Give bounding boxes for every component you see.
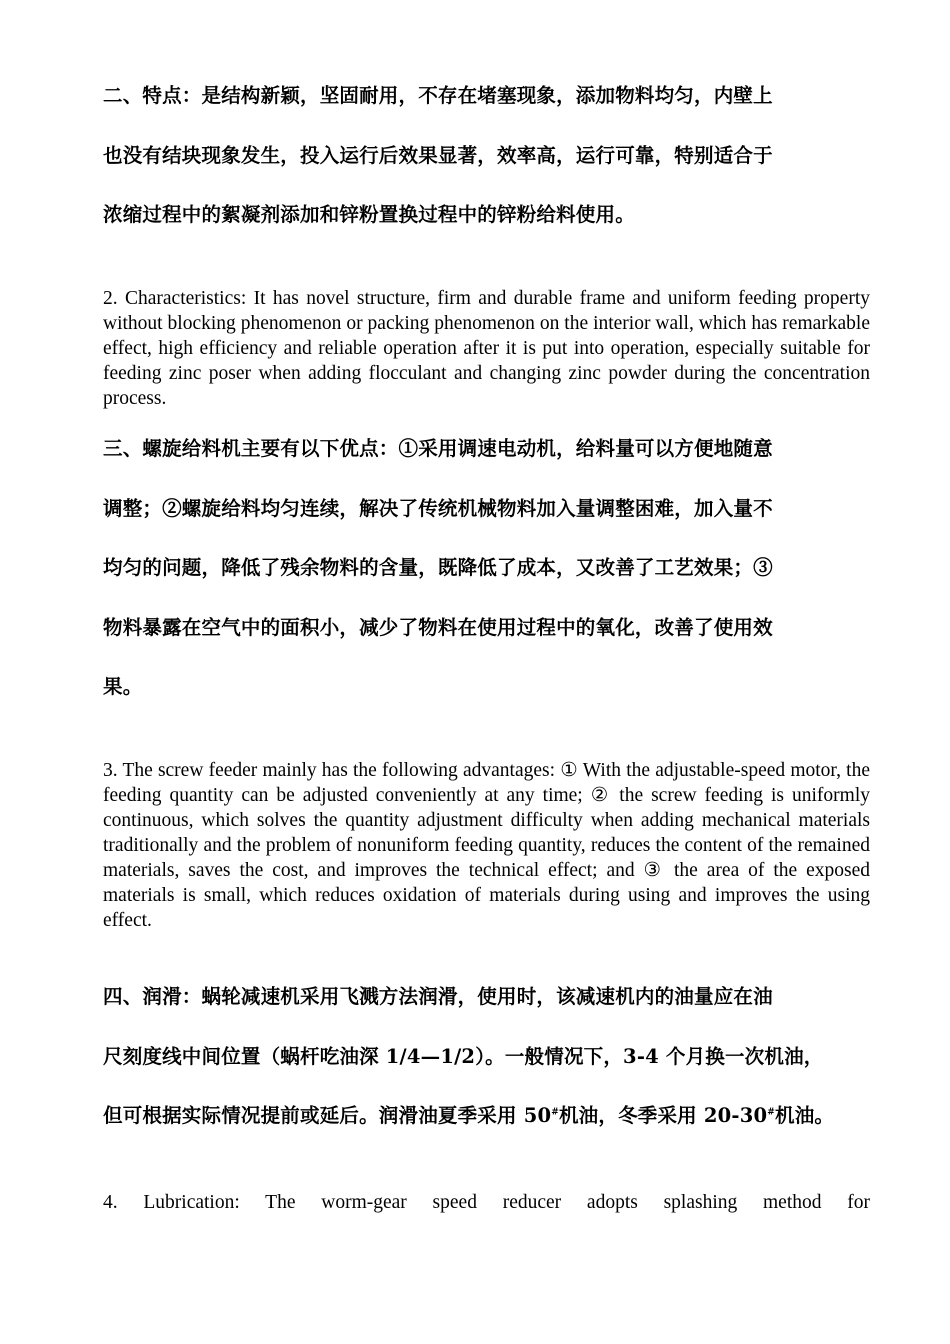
cn-line: 四、润滑：蜗轮减速机采用飞溅方法润滑，使用时，该减速机内的油量应在油 <box>103 985 773 1008</box>
cn-text: 机油。 <box>775 1104 835 1127</box>
cn-text: 但可根据实际情况提前或延后。润滑油夏季采用 50 <box>103 1104 552 1127</box>
superscript-mark: # <box>551 1107 559 1118</box>
cn-line: 尺刻度线中间位置（蜗杆吃油深 1/4—1/2）。一般情况下，3-4 个月换一次机油， <box>103 1044 824 1068</box>
cn-line: 三、螺旋给料机主要有以下优点：①采用调速电动机，给料量可以方便地随意 <box>103 437 773 460</box>
cn-line: 物料暴露在空气中的面积小，减少了物料在使用过程中的氧化，改善了使用效 <box>103 615 773 639</box>
en-section-lubrication: 4. Lubrication: The worm-gear speed reducer adopts splashing method for <box>103 1192 870 1213</box>
en-section-advantages: 3. The screw feeder mainly has the following advantages: ① With the adjustable-speed motor, the feeding quantity can be adjusted conveniently at any time; ② the screw feeding is uniformly continuous, which solves the quantity adjustment difficulty when adding mechanical materials traditionally and the problem of nonuniform feeding quantity, reduces the content of the remained materials, saves the cost, and improves the technical effect; and ③ the area of the exposed materials is small, which reduces oxidation of materials during using and improves the using effect. <box>103 760 870 931</box>
en-section-characteristics: 2. Characteristics: It has novel structure, firm and durable frame and uniform feeding property without blocking phenomenon or packing phenomenon on the interior wall, which has remarkable effect, high efficiency and reliable operation after it is put into operation, especially suitable for feeding zinc poser when adding flocculant and changing zinc powder during the concentration process. <box>103 288 870 409</box>
superscript-mark: # <box>767 1107 775 1118</box>
cn-section-characteristics <box>103 66 883 245</box>
cn-line: 均匀的问题，降低了残余物料的含量，既降低了成本，又改善了工艺效果；③ <box>103 556 773 579</box>
cn-text: 机油，冬季采用 20-30 <box>558 1104 768 1127</box>
cn-line: 二、特点：是结构新颖，坚固耐用，不存在堵塞现象，添加物料均匀，内壁上 <box>103 84 773 107</box>
cn-section-lubrication <box>103 967 883 1146</box>
cn-section-advantages <box>103 419 883 717</box>
cn-line: 调整；②螺旋给料均匀连续，解决了传统机械物料加入量调整困难，加入量不 <box>103 496 773 520</box>
cn-line: 也没有结块现象发生，投入运行后效果显著，效率高，运行可靠，特别适合于 <box>103 143 773 167</box>
cn-line: 浓缩过程中的絮凝剂添加和锌粉置换过程中的锌粉给料使用。 <box>103 203 635 226</box>
cn-line: 果。 <box>103 675 143 698</box>
cn-line <box>103 1086 883 1146</box>
